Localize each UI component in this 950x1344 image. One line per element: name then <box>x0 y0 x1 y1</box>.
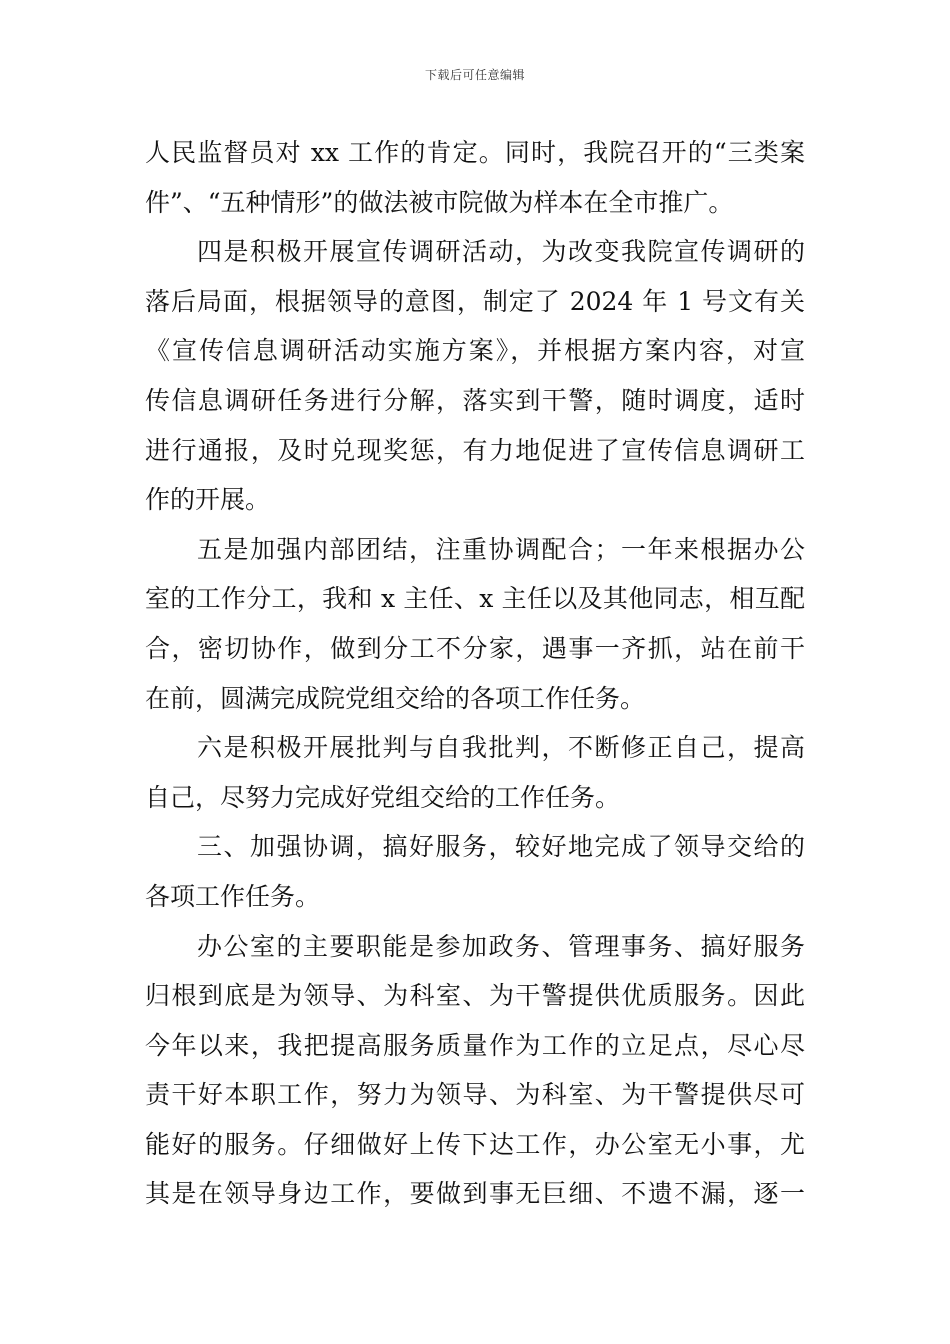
text-line: 四是积极开展宣传调研活动，为改变我院宣传调研的 <box>197 237 805 267</box>
text-line: 件”、“五种情形”的做法被市院做为样本在全市推广。 <box>145 187 734 217</box>
text-line: 责干好本职工作，努力为领导、为科室、为干警提供尽可 <box>145 1080 805 1110</box>
text-line: 三、加强协调，搞好服务，较好地完成了领导交给的 <box>197 832 805 862</box>
text-line: 各项工作任务。 <box>145 881 321 911</box>
text-line: 《宣传信息调研活动实施方案》，并根据方案内容，对宣 <box>145 336 805 366</box>
text-line: 六是积极开展批判与自我批判，不断修正自己，提高 <box>197 733 805 763</box>
text-line: 进行通报，及时兑现奖惩，有力地促进了宣传信息调研工 <box>145 435 805 465</box>
text-line: 归根到底是为领导、为科室、为干警提供优质服务。因此 <box>145 981 805 1011</box>
text-line: 办公室的主要职能是参加政务、管理事务、搞好服务 <box>197 931 805 961</box>
text-line: 室的工作分工，我和 x 主任、x 主任以及其他同志，相互配 <box>145 584 805 614</box>
text-line: 五是加强内部团结，注重协调配合；一年来根据办公 <box>197 534 805 564</box>
page-header: 下载后可任意编辑 <box>424 68 525 82</box>
text-line: 传信息调研任务进行分解，落实到干警，随时调度，适时 <box>145 385 805 415</box>
text-line: 今年以来，我把提高服务质量作为工作的立足点，尽心尽 <box>145 1030 805 1060</box>
text-line: 能好的服务。仔细做好上传下达工作，办公室无小事，尤 <box>145 1129 805 1159</box>
text-line: 落后局面，根据领导的意图，制定了 2024 年 1 号文有关 <box>145 286 805 316</box>
text-line: 合，密切协作，做到分工不分家，遇事一齐抓，站在前干 <box>145 633 805 663</box>
text-line: 其是在领导身边工作，要做到事无巨细、不遗不漏，逐一 <box>145 1179 805 1209</box>
text-line: 作的开展。 <box>145 485 271 515</box>
text-line: 人民监督员对 xx 工作的肯定。同时，我院召开的“三类案 <box>145 138 805 167</box>
document-body <box>145 128 805 1219</box>
text-line: 自己，尽努力完成好党组交给的工作任务。 <box>145 782 621 812</box>
text-line: 在前，圆满完成院党组交给的各项工作任务。 <box>145 683 646 713</box>
